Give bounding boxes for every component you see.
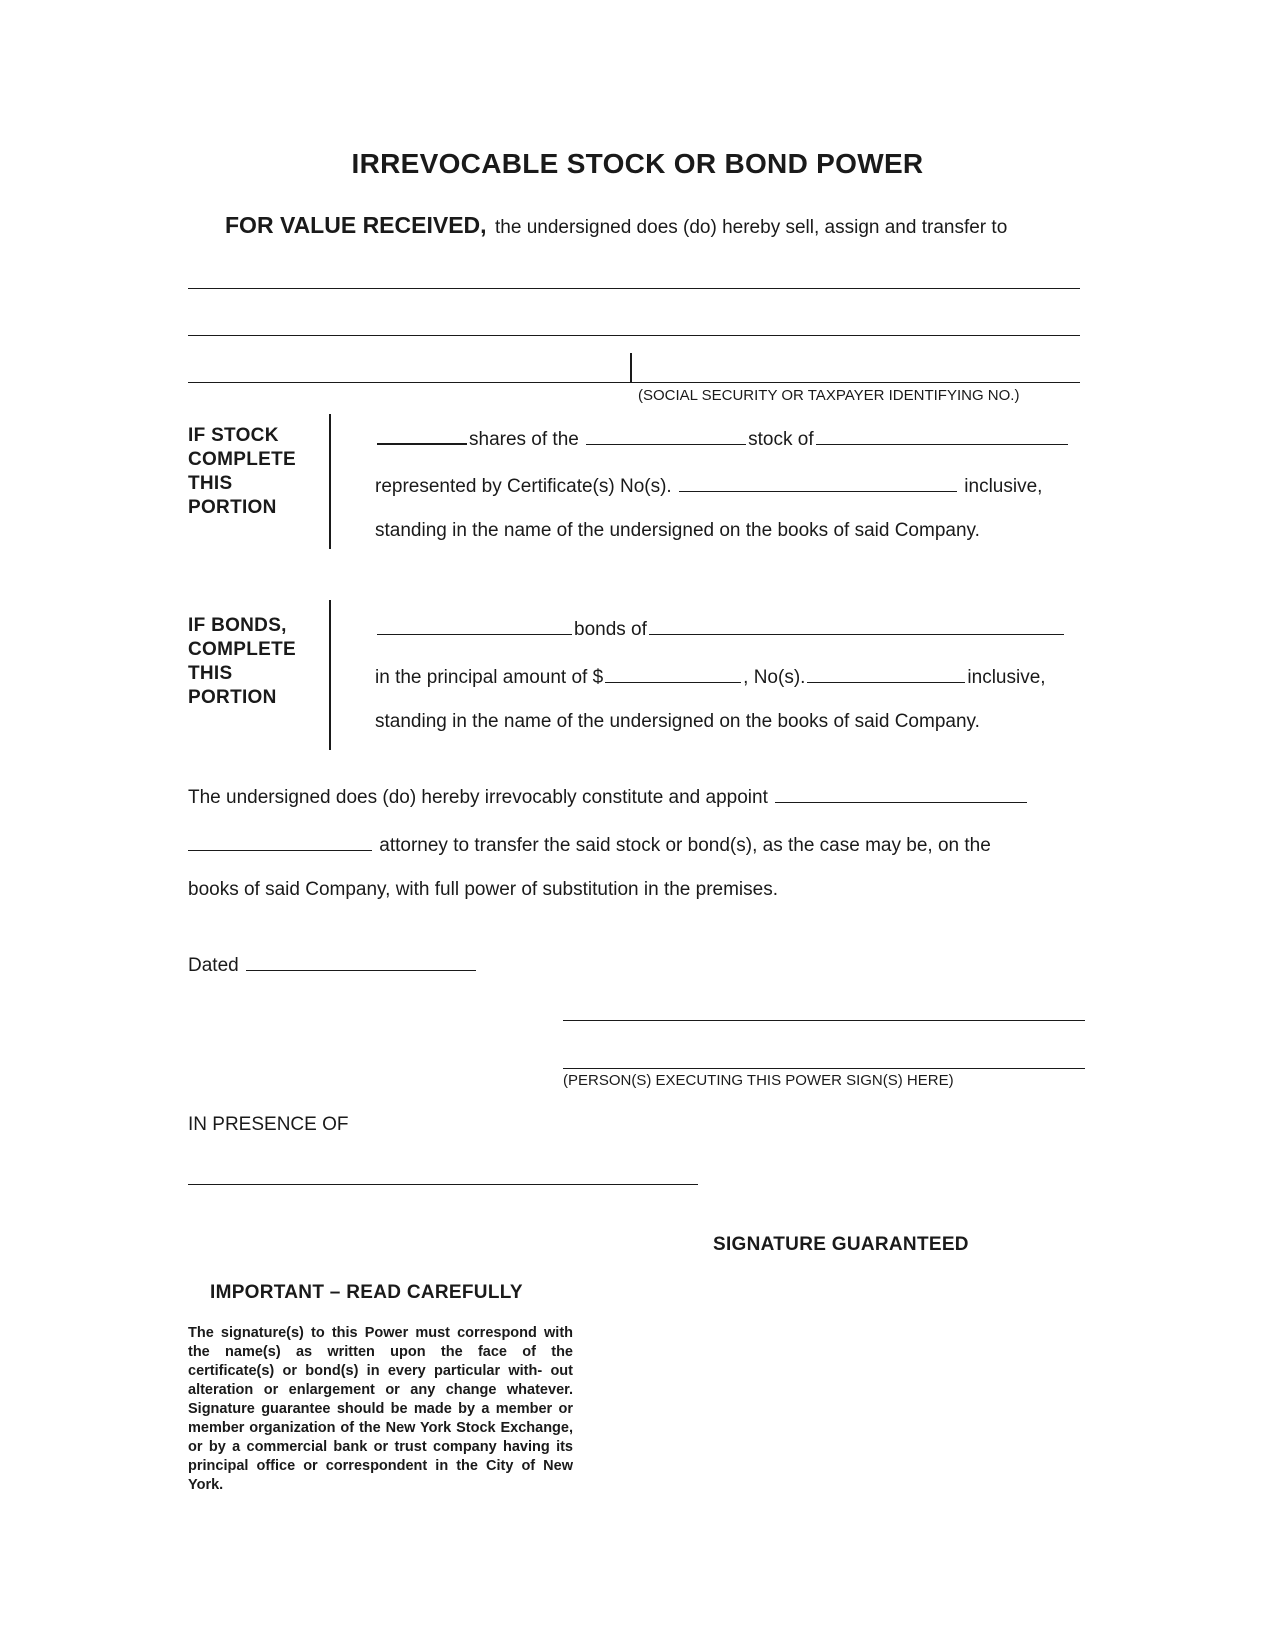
stock-text: stock of: [748, 429, 814, 450]
bond-label-line: THIS: [188, 663, 233, 684]
appoint-text: The undersigned does (do) hereby irrevocably constitute and appoint: [188, 787, 768, 808]
bond-line-3: standing in the name of the undersigned on the books of said Company.: [375, 711, 980, 732]
bond-section-label: [188, 614, 296, 710]
intro-text: the undersigned does (do) hereby sell, assign and transfer to: [495, 217, 1008, 238]
important-text: The signature(s) to this Power must correspond with the name(s) as written upon the face of the certificate(s) or bond(s) in every particular with- out alteration or enlargement or any change whatever. Signature guarantee should be made by a member or member organization of the New York Stock Exchange, or by a commercial bank or trust company having its principal office or correspondent in the City of New York.: [188, 1325, 573, 1493]
stock-label-line: COMPLETE: [188, 449, 296, 470]
intro-line: [225, 212, 1007, 239]
bond-text: , No(s).: [743, 667, 806, 688]
appoint-line-2: [188, 831, 991, 857]
appoint-line-3: books of said Company, with full power of substitution in the premises.: [188, 879, 778, 900]
stock-line-3: standing in the name of the undersigned on the books of said Company.: [375, 520, 980, 541]
bond-label-line: PORTION: [188, 687, 277, 708]
shares-count-field[interactable]: [377, 424, 467, 445]
appoint-text: attorney to transfer the said stock or bond(s), as the case may be, on the: [379, 835, 991, 856]
stock-section-divider: [329, 414, 331, 549]
transferee-line-3[interactable]: [188, 382, 630, 383]
dated-label: Dated: [188, 955, 239, 976]
bond-text: bonds of: [574, 619, 647, 640]
bond-section-divider: [329, 600, 331, 750]
bond-line-1: [375, 615, 1066, 641]
signature-line-1[interactable]: [563, 1020, 1085, 1021]
page-title: IRREVOCABLE STOCK OR BOND POWER: [351, 148, 924, 179]
stock-label-line: PORTION: [188, 497, 277, 518]
bond-label-line: IF BONDS,: [188, 615, 287, 636]
stock-label-line: THIS: [188, 473, 233, 494]
stock-text: inclusive,: [964, 476, 1043, 497]
appointee-field[interactable]: [775, 783, 1027, 803]
presence-label: IN PRESENCE OF: [188, 1114, 349, 1135]
important-heading: IMPORTANT – READ CAREFULLY: [210, 1282, 523, 1303]
intro-lead: FOR VALUE RECEIVED,: [225, 212, 487, 238]
stock-company-field[interactable]: [816, 425, 1068, 445]
stock-text: represented by Certificate(s) No(s).: [375, 476, 672, 497]
stock-label-line: IF STOCK: [188, 425, 279, 446]
bond-text: inclusive,: [967, 667, 1046, 688]
date-field[interactable]: [246, 951, 476, 971]
certificate-numbers-field[interactable]: [679, 472, 957, 492]
ssn-label: (SOCIAL SECURITY OR TAXPAYER IDENTIFYING NO.): [638, 387, 1020, 404]
transferee-line-1[interactable]: [188, 288, 1080, 289]
witness-signature-line[interactable]: [188, 1184, 698, 1185]
principal-amount-field[interactable]: [605, 663, 741, 683]
stock-line-1: [375, 424, 1070, 451]
bond-line-2: [375, 663, 1046, 689]
bond-issuer-field[interactable]: [649, 615, 1064, 635]
signature-line-2[interactable]: [563, 1068, 1085, 1069]
bond-text: in the principal amount of $: [375, 667, 604, 688]
bond-label-line: COMPLETE: [188, 639, 296, 660]
signer-label: (PERSON(S) EXECUTING THIS POWER SIGN(S) HERE): [563, 1072, 954, 1089]
bond-amount-field[interactable]: [377, 615, 572, 635]
ssn-divider: [630, 353, 632, 383]
bond-numbers-field[interactable]: [807, 663, 965, 683]
stock-class-field[interactable]: [586, 425, 746, 445]
dated-row: [188, 951, 478, 977]
attorney-field[interactable]: [188, 831, 372, 851]
signature-guaranteed-label: SIGNATURE GUARANTEED: [713, 1234, 969, 1255]
stock-text: shares of the: [469, 429, 579, 450]
ssn-field[interactable]: [632, 382, 1080, 383]
stock-section-label: [188, 424, 296, 520]
transferee-line-2[interactable]: [188, 335, 1080, 336]
stock-line-2: [375, 472, 1042, 498]
appoint-line-1: [188, 783, 1029, 809]
